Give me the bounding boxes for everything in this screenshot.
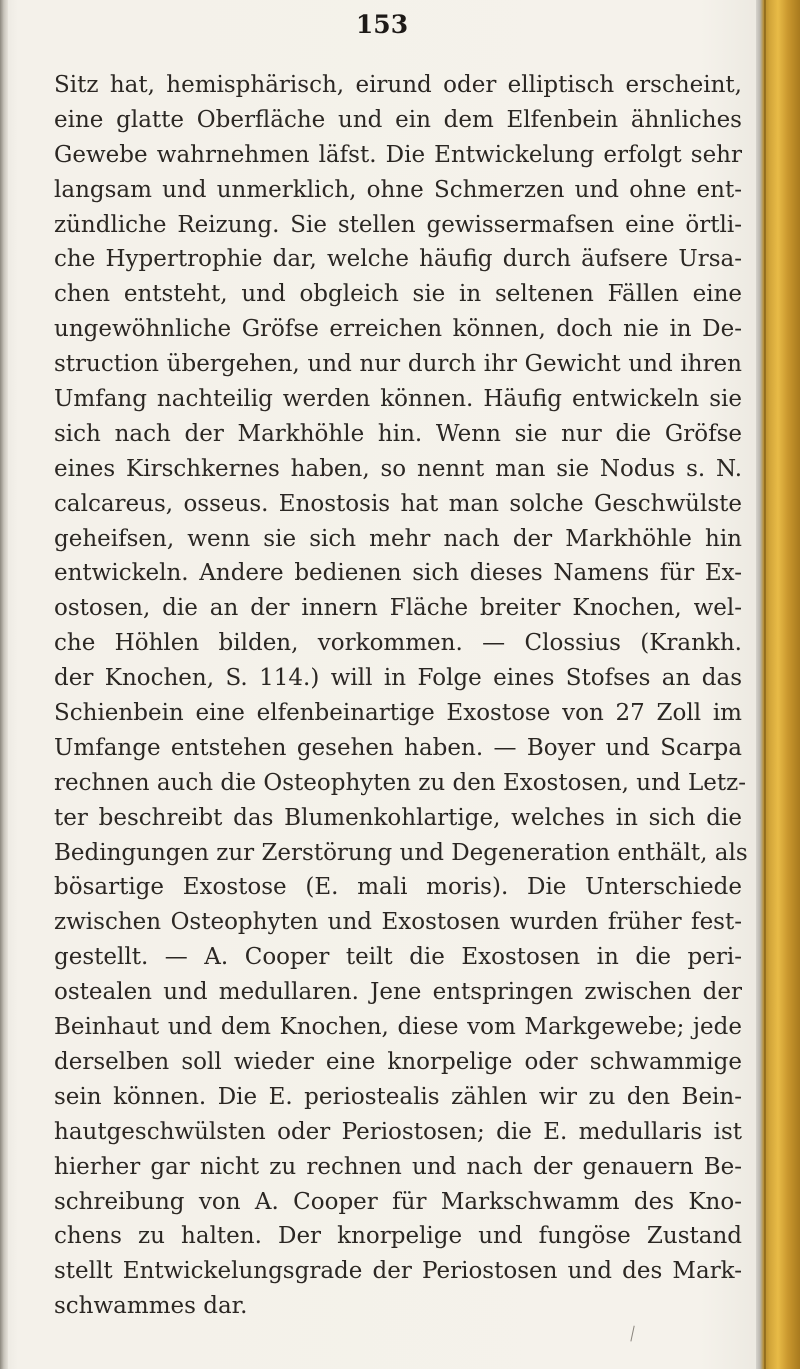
body-text — [54, 68, 748, 1324]
text-line: che Höhlen bilden, vorkommen. — Clossius (Krankh. — [54, 630, 742, 657]
stray-mark — [630, 1326, 638, 1343]
text-line: hierher gar nicht zu rechnen und nach der genauern Be- — [54, 1153, 742, 1180]
text-line: zündliche Reizung. Sie stellen gewissermafsen eine örtli- — [54, 211, 742, 238]
text-line: ostosen, die an der innern Fläche breiter Knochen, wel- — [54, 595, 742, 622]
text-line: ostealen und medullaren. Jene entspringen zwischen der — [54, 979, 742, 1006]
text-line: der Knochen, S. 114.) will in Folge eines Stofses an das — [54, 665, 742, 692]
text-line: schreibung von A. Cooper für Markschwamm des Kno- — [54, 1188, 742, 1215]
text-line: eines Kirschkernes haben, so nennt man sie Nodus s. N. — [54, 455, 742, 482]
text-line: calcareus, osseus. Enostosis hat man solche Geschwülste — [54, 490, 742, 517]
text-line: gestellt. — A. Cooper teilt die Exostosen in die peri- — [54, 944, 742, 971]
text-line: chen entsteht, und obgleich sie in seltenen Fällen eine — [54, 281, 742, 308]
text-line: Umfange entstehen gesehen haben. — Boyer und Scarpa — [54, 734, 742, 761]
page-number: 153 — [355, 10, 409, 39]
text-line: ungewöhnliche Gröfse erreichen können, doch nie in De- — [54, 316, 742, 343]
text-line: hautgeschwülsten oder Periostosen; die E. medullaris ist — [54, 1118, 742, 1145]
text-line: chens zu halten. Der knorpelige und fungöse Zustand — [54, 1223, 742, 1250]
page-left-edge — [0, 0, 8, 1369]
book-binding-edge — [756, 0, 800, 1369]
text-line: langsam und unmerklich, ohne Schmerzen und ohne ent- — [54, 176, 742, 203]
text-line: sich nach der Markhöhle hin. Wenn sie nur die Gröfse — [54, 420, 742, 447]
text-line: Bedingungen zur Zerstörung und Degeneration enthält, als — [54, 839, 748, 866]
text-line: geheifsen, wenn sie sich mehr nach der Markhöhle hin — [54, 525, 742, 552]
text-line: ter beschreibt das Blumenkohlartige, welches in sich die — [54, 804, 742, 831]
text-line: entwickeln. Andere bedienen sich dieses Namens für Ex- — [54, 560, 742, 587]
text-line: rechnen auch die Osteophyten zu den Exostosen, und Letz- — [54, 769, 746, 796]
text-line: derselben soll wieder eine knorpelige oder schwammige — [54, 1048, 742, 1075]
text-line: che Hypertrophie dar, welche häufig durch äufsere Ursa- — [54, 246, 742, 273]
text-line: sein können. Die E. periostealis zählen wir zu den Bein- — [54, 1083, 742, 1110]
text-line: Beinhaut und dem Knochen, diese vom Markgewebe; jede — [54, 1014, 742, 1041]
text-line: struction übergehen, und nur durch ihr Gewicht und ihren — [54, 351, 742, 378]
text-line: Gewebe wahrnehmen läfst. Die Entwickelung erfolgt sehr — [54, 141, 742, 168]
text-line-last: schwammes dar. — [54, 1293, 248, 1320]
text-line: zwischen Osteophyten und Exostosen wurden früher fest- — [54, 909, 742, 936]
text-line: bösartige Exostose (E. mali moris). Die Unterschiede — [54, 874, 742, 901]
text-line: Sitz hat, hemisphärisch, eirund oder elliptisch erscheint, — [54, 72, 742, 98]
text-line: eine glatte Oberfläche und ein dem Elfenbein ähnliches — [54, 106, 742, 133]
text-line: Schienbein eine elfenbeinartige Exostose von 27 Zoll im — [54, 700, 742, 727]
text-line: Umfang nachteilig werden können. Häufig entwickeln sie — [54, 386, 742, 413]
text-line: stellt Entwickelungsgrade der Periostosen und des Mark- — [54, 1258, 742, 1285]
